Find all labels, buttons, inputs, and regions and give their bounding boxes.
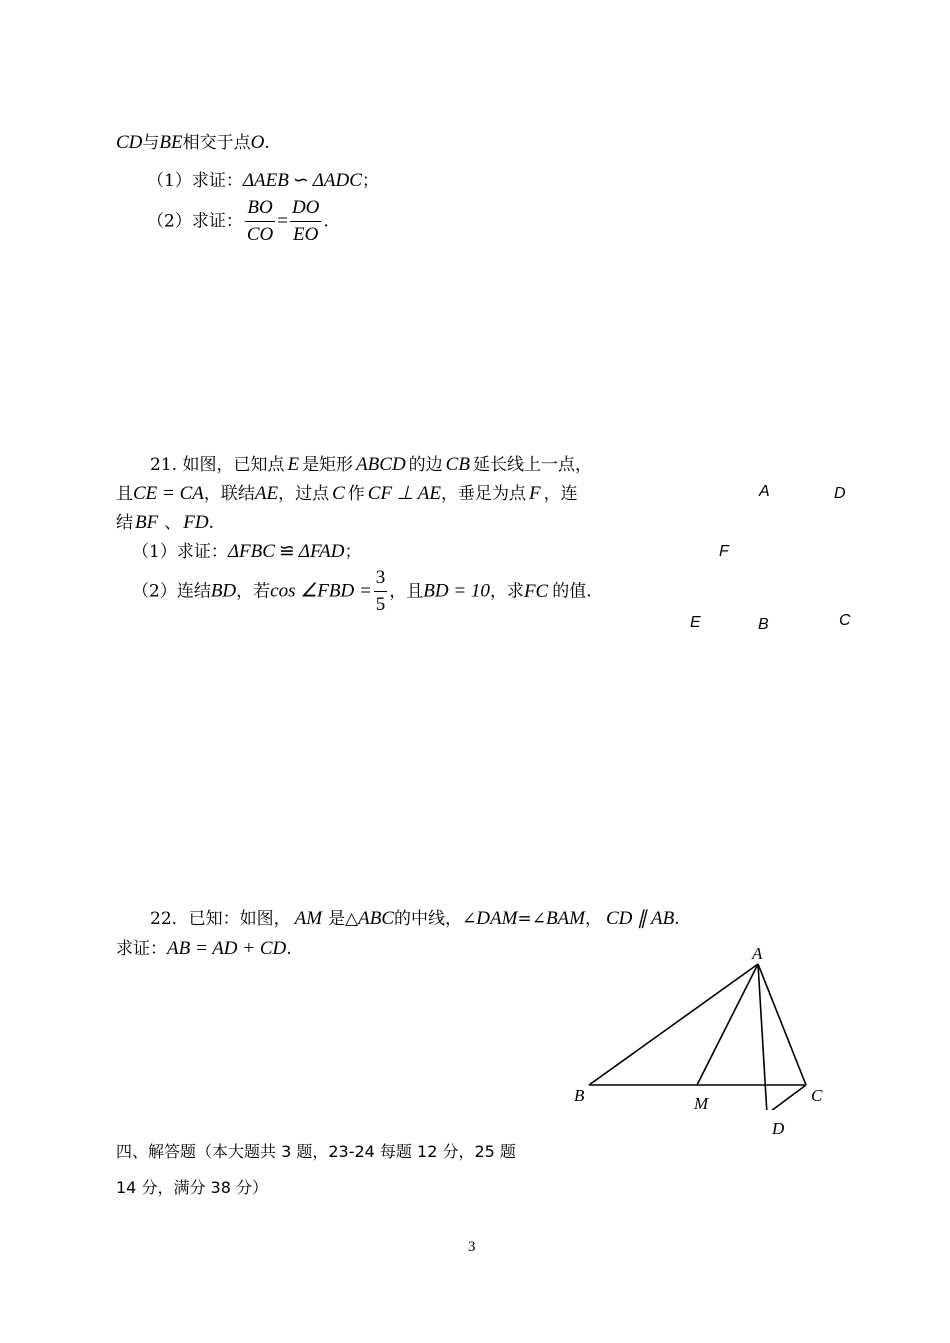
text: 且 — [116, 484, 133, 504]
text: 是△ — [328, 909, 359, 929]
segment-bd: BD — [210, 580, 237, 602]
text: . — [208, 513, 214, 533]
q22-label-a: A — [752, 944, 763, 963]
text: ，且 — [389, 581, 424, 602]
q22-line1 — [150, 908, 680, 930]
point-c: C — [332, 483, 345, 504]
segment-am — [697, 964, 758, 1085]
denominator: 5 — [375, 594, 386, 615]
text: ，求 — [489, 581, 524, 602]
text: ； — [361, 171, 379, 191]
triangle-fbc: ΔFBC — [227, 541, 275, 562]
text: 的中线，∠ — [394, 909, 477, 929]
rectangle-abcd: ABCD — [356, 454, 406, 475]
congruent-symbol: ≌ — [278, 541, 295, 562]
text: . — [264, 133, 270, 153]
section-four-heading — [116, 1140, 516, 1200]
q22-label-b: B — [574, 1086, 585, 1105]
equation-ce-ca: CE = CA — [133, 483, 204, 504]
denominator: EO — [293, 224, 319, 245]
numerator: BO — [245, 196, 275, 222]
perpendicular-cf-ae: CF ⊥ AE — [367, 483, 441, 504]
cos-expression: cos ∠FBD = — [270, 580, 372, 602]
q20-intersection-line — [116, 132, 270, 154]
segment-cb: CB — [445, 454, 470, 475]
q22-label-d: D — [772, 1119, 785, 1138]
segment-cd — [767, 1085, 806, 1110]
triangle-fad: ΔFAD — [298, 541, 345, 562]
q21-label-e: E — [690, 614, 701, 631]
text: 、 — [164, 513, 182, 533]
q21-part2 — [132, 566, 592, 617]
q22-triangle-figure — [570, 950, 830, 1110]
segment-ae: AE — [254, 483, 279, 504]
fraction-three-fifths — [374, 566, 388, 617]
text: ，连 — [543, 484, 578, 504]
q21-line1 — [150, 454, 592, 476]
text: 的边 — [408, 455, 443, 475]
q22-line2 — [116, 938, 292, 960]
equals-sign: = — [277, 210, 288, 232]
text: 相交于点 — [182, 133, 251, 153]
text: 求证： — [116, 939, 167, 959]
similar-symbol: ∽ — [292, 170, 309, 191]
segment-cd: CD — [116, 132, 143, 153]
segment-ac — [758, 964, 806, 1085]
text: . — [323, 211, 329, 232]
text: 是矩形 — [302, 455, 354, 475]
q21-line2 — [116, 483, 578, 505]
segment-fc: FC — [523, 580, 549, 602]
q20-part1 — [147, 170, 379, 192]
text: 21. 如图，已知点 — [150, 455, 285, 475]
text: 延长线上一点， — [472, 455, 592, 475]
point-f: F — [529, 483, 541, 504]
angle-bam: BAM — [545, 908, 585, 929]
text: ，若 — [236, 581, 271, 602]
q21-label-a: A — [759, 483, 770, 500]
segment-ab — [589, 964, 758, 1085]
angle-dam: DAM — [476, 908, 518, 929]
triangle-adc: ΔADC — [312, 170, 362, 191]
text: . — [286, 939, 292, 959]
section-four-line2: 14 分，满分 38 分） — [116, 1178, 268, 1197]
text: 作 — [347, 484, 365, 504]
part-prefix: （1）求证： — [147, 171, 243, 191]
segment-ad — [758, 964, 767, 1110]
segment-be: BE — [159, 132, 183, 153]
text: ，垂足为点 — [441, 484, 526, 504]
part-prefix: （1）求证： — [132, 542, 228, 562]
triangle-abc: ABC — [358, 908, 395, 929]
fraction-bo-co — [245, 196, 275, 247]
segment-fd: FD — [183, 512, 209, 533]
text: ，过点 — [278, 484, 330, 504]
text: 22．已知：如图， — [150, 909, 291, 929]
q21-label-d: D — [834, 485, 846, 502]
point-o: O — [250, 132, 265, 153]
text: =∠ — [517, 909, 546, 929]
q22-label-c: C — [811, 1086, 823, 1105]
fraction-do-eo — [290, 196, 321, 247]
equation-ab-ad-cd: AB = AD + CD — [167, 938, 287, 959]
text: ，联结 — [203, 484, 255, 504]
part-prefix: （2）连结 — [132, 581, 211, 602]
part-prefix: （2）求证： — [147, 211, 243, 232]
q21-label-b: B — [758, 616, 769, 633]
median-am: AM — [294, 908, 323, 929]
q21-label-f: F — [719, 543, 729, 560]
q22-label-m: M — [694, 1094, 709, 1113]
numerator: 3 — [374, 566, 388, 592]
bd-equals-10: BD = 10 — [423, 580, 490, 602]
segment-bf: BF — [135, 512, 159, 533]
page-number: 3 — [468, 1239, 476, 1255]
triangle-aeb: ΔAEB — [242, 170, 289, 191]
section-four-line1: 四、解答题（本大题共 3 题，23-24 每题 12 分，25 题 — [116, 1142, 516, 1161]
text: . — [674, 909, 680, 929]
text: ， — [585, 909, 602, 929]
point-e: E — [287, 454, 300, 475]
q21-label-c: C — [839, 612, 851, 629]
text: 结 — [116, 513, 133, 533]
numerator: DO — [290, 196, 321, 222]
parallel-cd-ab: CD ∥ AB — [606, 908, 675, 929]
text: 的值. — [552, 581, 592, 602]
text: 与 — [142, 133, 160, 153]
denominator: CO — [246, 224, 274, 245]
q20-part2 — [147, 196, 329, 247]
q21-line3 — [116, 512, 214, 534]
q21-part1 — [132, 541, 361, 563]
text: ； — [344, 542, 362, 562]
